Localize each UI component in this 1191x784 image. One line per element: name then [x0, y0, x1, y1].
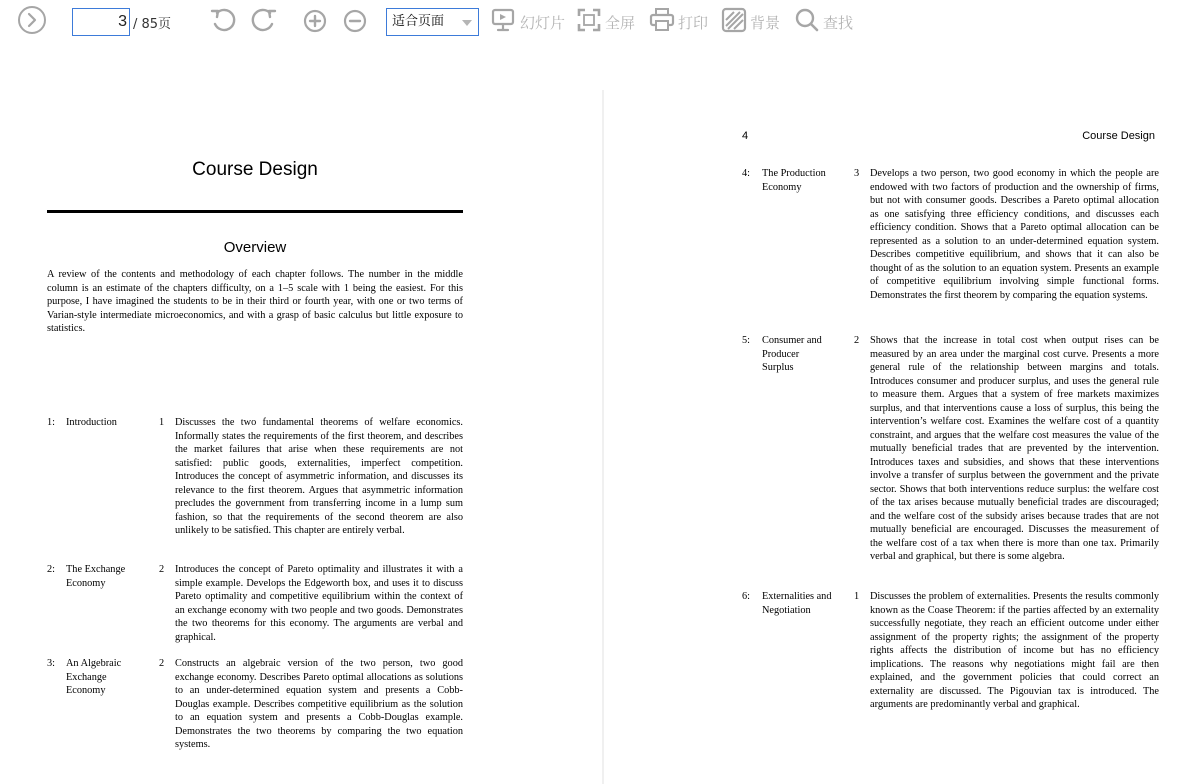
find-label: 查找 — [823, 13, 854, 32]
overview-heading: Overview — [223, 239, 287, 256]
chapter-description: Develops a two person, two good economy in which the people are endowed with two factors of production and the ownership of firms, but not with consumer goods. Describes a Pareto optimal allocation as one satisfying three efficiency conditions, and discusses each efficiency condition. Shows that a Pareto optimal allocation can be represented as a solution to an under-determined equation system. Describes competitive equilibrium, and shows that it can also be thought of as the solution to an equation system. Presents an example of competitive equilibrium involving simple functional forms. Demonstrates the first theorem by comparing the equation systems. — [870, 168, 1159, 301]
printer-icon — [649, 7, 675, 38]
chapter-title: The Exchange Economy — [66, 564, 126, 589]
print-button[interactable] — [649, 8, 708, 36]
left-page — [0, 44, 600, 784]
find-button[interactable] — [794, 8, 853, 36]
chapter-description: Constructs an algebraic version of the two person, two good exchange economy. Describes Pareto optimal allocations as solutions to an under-determined equation system and presents a Cobb-Douglas example. Describes competitive equilibrium as the solution to an equation system and presents a Cobb-Douglas example. Demonstrates the two theorems by comparing the two equation systems. — [175, 658, 463, 750]
overview-paragraph: A review of the contents and methodology of each chapter follows. The number in the middle column is an estimate of the chapters difficulty, on a 1–5 scale with 1 being the easiest. For this purpose, I have imagined the students to be in their third or fourth year, with one or two terms of Varian-style intermediate microeconomics, and with a grasp of basic calculus but little exposure to statistics. — [47, 269, 463, 334]
zoom-select-value: 适合页面 — [392, 14, 445, 29]
chapter-difficulty: 2 — [159, 564, 165, 575]
chapter-number: 6: — [742, 591, 751, 602]
chapter-title: An Algebraic Exchange Economy — [66, 658, 122, 696]
chapter-description: Shows that the increase in total cost when output rises can be measured by an area under the marginal cost curve. Presents a more general rule of the relationship between margins and totals. Introduces consumer and producer surplus, and uses the general rule to measure them. Argues that a system of free markets maximizes surplus, and that interventions cause a loss of surplus, this being the intervention’s welfare cost. Examines the welfare cost of a quantity constraint, and argues that the welfare cost measures the value of the mutually beneficial trades that are prevented by the intervention. Introduces taxes and subsidies, and shows that these interventions involve a transfer of surplus between the government and the private sector. Shows that both interventions reduce surplus: the welfare cost of the tax arises because mutually beneficial trades are discouraged; and the welfare cost of the subsidy arises because trades that are not mutually beneficial are encouraged. Discusses the measurement of the welfare cost of a tax when there is more than one tax. Primarily verbal and graphical, but there is some algebra. — [870, 335, 1159, 562]
chapter-description: Discusses the two fundamental theorems of welfare economics. Informally states the requirements of the first theorem, and describes the market failures that arise when these requirements are not satisfied: public goods, externalities, imperfect competition. Introduces the concept of asymmetric information, and discusses its relevance to the first theorem. Argues that asymmetric information precludes the government from transferring income in a lump sum fashion, so that the requirements of the second theorem are also unlikely to be satisfied. This chapter are entirely verbal. — [175, 417, 463, 536]
chapter-number: 3: — [47, 658, 56, 669]
chapter-description: Introduces the concept of Pareto optimality and illustrates it with a simple example. Develops the Edgeworth box, and uses it to discuss Pareto optimality and competitive equilibrium within the context of an exchange economy with two people and two goods. Demonstrates the two theorems for this economy. The arguments are verbal and graphical. — [175, 564, 463, 643]
slideshow-label: 幻灯片 — [520, 13, 566, 32]
running-head: Course Design — [1082, 130, 1155, 142]
chapter-number: 1: — [47, 417, 56, 428]
play-circle-icon[interactable] — [17, 5, 47, 35]
background-label: 背景 — [750, 13, 781, 32]
chapter-difficulty: 1 — [854, 591, 860, 602]
page-number-input[interactable]: 3 — [72, 8, 130, 36]
chapter-difficulty: 2 — [159, 658, 165, 669]
chapter-title: Consumer and Producer Surplus — [762, 335, 822, 373]
chapter-number: 5: — [742, 335, 751, 346]
chevron-down-icon — [462, 20, 472, 26]
page-title: Course Design — [192, 159, 318, 180]
fullscreen-icon — [576, 7, 602, 38]
search-icon — [794, 7, 820, 38]
zoom-out-icon[interactable] — [343, 9, 367, 33]
chapter-number: 4: — [742, 168, 751, 179]
presentation-icon — [491, 7, 517, 38]
chapter-difficulty: 2 — [854, 335, 860, 346]
page-total-label: / 85页 — [133, 17, 172, 32]
page-divider — [602, 90, 604, 784]
rotate-right-icon[interactable] — [249, 5, 279, 35]
fullscreen-button[interactable] — [576, 8, 635, 36]
print-label: 打印 — [678, 13, 709, 32]
right-page — [605, 44, 1191, 784]
slideshow-button[interactable] — [491, 8, 565, 36]
chapter-number: 2: — [47, 564, 56, 575]
background-button[interactable] — [721, 8, 780, 36]
rotate-left-icon[interactable] — [208, 5, 238, 35]
title-rule — [47, 210, 463, 213]
zoom-select[interactable] — [386, 8, 479, 36]
chapter-difficulty: 3 — [854, 168, 860, 179]
viewer-toolbar — [0, 0, 1191, 44]
background-pattern-icon — [721, 7, 747, 38]
chapter-difficulty: 1 — [159, 417, 165, 428]
page-number: 4 — [742, 130, 749, 142]
chapter-description: Discusses the problem of externalities. Presents the results commonly known as the Coase Theorem: if the parties affected by an externality successfully negotiate, they reach an efficient outcome under either assignment of the property rights; the assignment of the property rights affects the distribution of income but has no efficiency implications. The reasons why negotiations might fail are then explained, and the government policies that could correct an externality are discussed. The Pigouvian tax is introduced. The arguments are predominantly verbal and graphical. — [870, 591, 1159, 710]
fullscreen-label: 全屏 — [605, 13, 636, 32]
chapter-title: The Production Economy — [762, 168, 826, 193]
chapter-title: Introduction — [66, 417, 117, 428]
zoom-in-icon[interactable] — [303, 9, 327, 33]
chapter-title: Externalities and Negotiation — [762, 591, 832, 616]
